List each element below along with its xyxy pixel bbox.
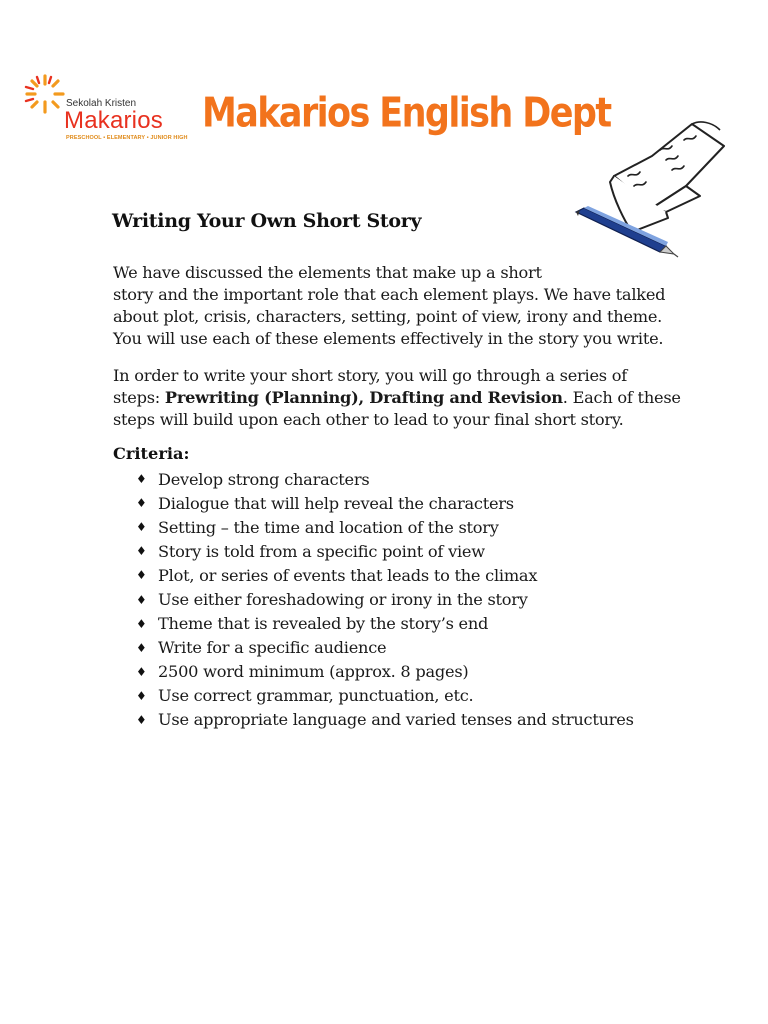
criteria-text: Plot, or series of events that leads to the climax [158,565,538,585]
criteria-text: Use either foreshadowing or irony in the story [158,590,528,610]
diamond-bullet-icon: ♦ [136,712,147,727]
logo-name: Makarios [64,107,163,134]
criteria-heading: Criteria: [113,444,190,463]
list-item [136,539,634,563]
diamond-bullet-icon: ♦ [136,496,147,511]
steps-suffix: . Each of these [562,388,681,407]
paragraph-line: story and the important role that each element plays. We have talked [113,285,666,304]
paragraph-line: In order to write your short story, you will go through a series of [113,366,627,385]
list-item [136,467,634,491]
criteria-text: Use correct grammar, punctuation, etc. [158,686,474,706]
list-item [136,612,634,636]
criteria-text: Use appropriate language and varied tenses and structures [158,710,634,730]
sunburst-icon [22,72,68,118]
school-logo [22,72,192,142]
steps-prefix: steps: [113,388,165,407]
list-item [136,587,634,611]
list-item [136,563,634,587]
paragraph-line: steps will build upon each other to lead to your final short story. [113,410,624,429]
paragraph-line [113,387,733,409]
document-title: Writing Your Own Short Story [112,210,422,232]
criteria-text: Write for a specific audience [158,638,387,658]
steps-bold-text: Prewriting (Planning), Drafting and Revision [164,388,563,407]
diamond-bullet-icon: ♦ [136,640,147,655]
paragraph-line: You will use each of these elements effectively in the story you write. [113,329,664,348]
diamond-bullet-icon: ♦ [136,472,147,487]
criteria-text: Theme that is revealed by the story’s end [158,614,489,634]
list-item [136,491,634,515]
dept-title: Makarios English Dept [202,90,611,138]
criteria-text: Develop strong characters [158,469,370,489]
paragraph-line: about plot, crisis, characters, setting, point of view, irony and theme. [113,307,663,326]
criteria-text: 2500 word minimum (approx. 8 pages) [158,662,469,682]
list-item [136,684,634,708]
list-item [136,708,634,732]
paragraph-line: We have discussed the elements that make up a short [113,263,542,282]
logo-small-text: Sekolah Kristen [66,98,137,109]
intro-paragraph [113,262,733,350]
diamond-bullet-icon: ♦ [136,616,147,631]
diamond-bullet-icon: ♦ [136,664,147,679]
diamond-bullet-icon: ♦ [136,544,147,559]
list-item [136,660,634,684]
criteria-text: Setting – the time and location of the story [158,517,499,537]
diamond-bullet-icon: ♦ [136,520,147,535]
criteria-text: Dialogue that will help reveal the characters [158,493,514,513]
diamond-bullet-icon: ♦ [136,688,147,703]
list-item [136,636,634,660]
diamond-bullet-icon: ♦ [136,592,147,607]
list-item [136,515,634,539]
criteria-list [136,467,634,732]
open-book-and-pen-icon [574,116,734,262]
logo-tagline: PRESCHOOL • ELEMENTARY • JUNIOR HIGH [66,135,188,141]
criteria-text: Story is told from a specific point of view [158,541,485,561]
diamond-bullet-icon: ♦ [136,568,147,583]
steps-paragraph [113,365,733,431]
